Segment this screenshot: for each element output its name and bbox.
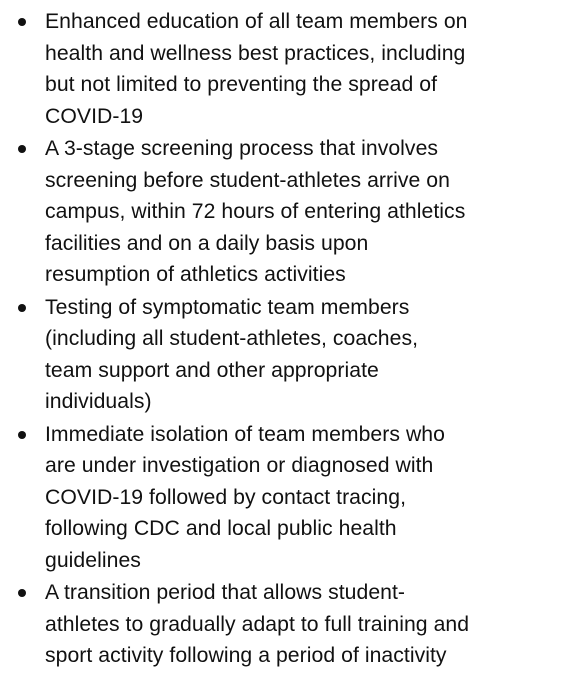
list-item-line: (including all student-athletes, coaches, (45, 327, 419, 350)
list-item-line: COVID-19 (45, 104, 144, 128)
list-item-line: health and wellness best practices, including (45, 41, 466, 65)
document-body (0, 6, 562, 673)
list-item-line: but not limited to preventing the spread of (45, 73, 438, 96)
list-item-line: resumption of athletics activities (45, 263, 346, 286)
list-item-line: Enhanced education of all team members on (45, 10, 468, 33)
list-item-line: facilities and on a daily basis upon (45, 231, 369, 255)
bullet-icon (18, 304, 26, 312)
list-item-line: following CDC and local public health (45, 517, 397, 540)
list-item-line: Testing of symptomatic team members (45, 295, 410, 319)
list-item-line: athletes to gradually adapt to full training and (45, 612, 470, 636)
list-item-symptomatic-testing (0, 292, 562, 418)
list-item-health-education (0, 6, 562, 132)
list-item-line: campus, within 72 hours of entering athletics (45, 200, 466, 223)
list-item-line: team support and other appropriate (45, 358, 379, 382)
bullet-icon (18, 145, 26, 153)
bullet-icon (18, 589, 26, 597)
list-item-line: sport activity following a period of inactivity (45, 644, 447, 667)
list-item-line: individuals) (45, 390, 152, 413)
list-item-screening-process (0, 133, 562, 291)
list-item-line: guidelines (45, 548, 141, 572)
list-item-line: screening before student-athletes arrive on (45, 168, 450, 192)
list-item-isolation-tracing (0, 419, 562, 577)
list-item-line: are under investigation or diagnosed with (45, 454, 434, 477)
list-item-line: A transition period that allows student- (45, 581, 406, 604)
bullet-list (0, 6, 562, 672)
bullet-icon (18, 18, 26, 26)
list-item-line: COVID-19 followed by contact tracing, (45, 485, 407, 509)
bullet-icon (18, 431, 26, 439)
list-item-line: A 3-stage screening process that involves (45, 137, 439, 160)
list-item-transition-period (0, 577, 562, 672)
list-item-line: Immediate isolation of team members who (45, 422, 445, 446)
